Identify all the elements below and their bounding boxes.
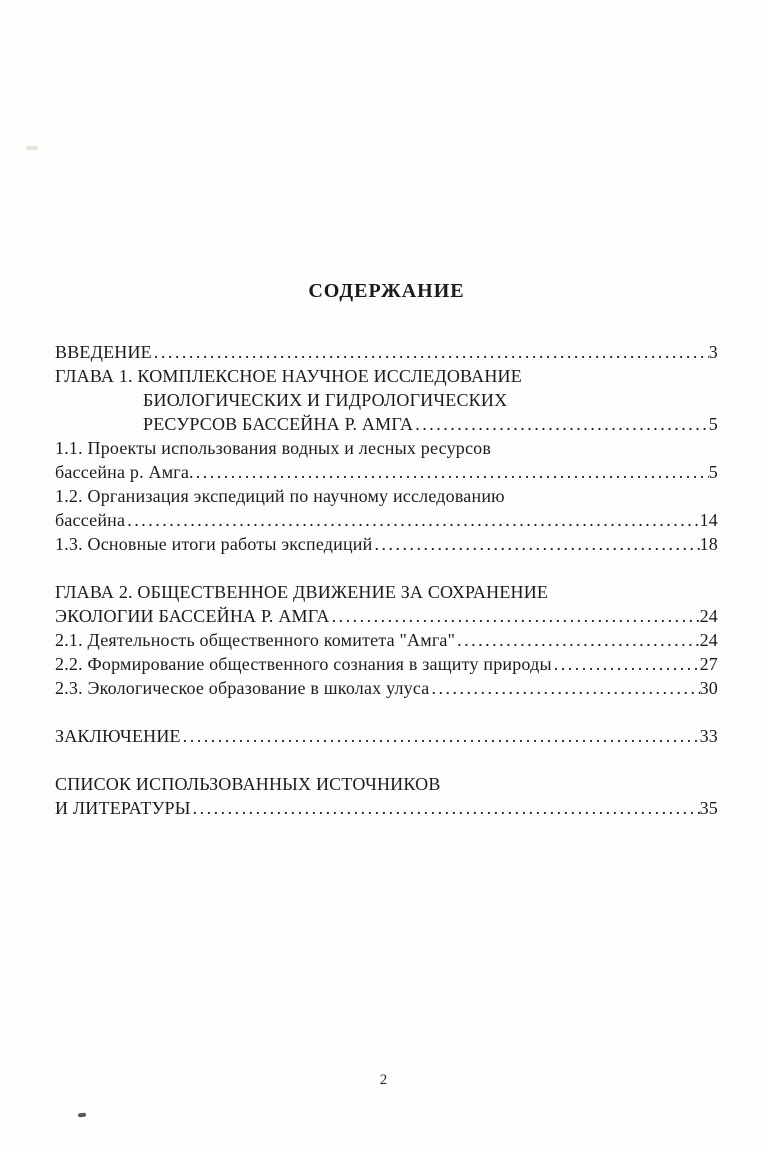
- toc-entry-label: СПИСОК ИСПОЛЬЗОВАННЫХ ИСТОЧНИКОВ: [55, 774, 441, 794]
- toc-page-number: 30: [699, 678, 718, 698]
- toc-page-number: 3: [708, 342, 718, 362]
- scan-artifact: [78, 1113, 86, 1118]
- dot-leader: [193, 796, 700, 820]
- toc-entry-label: И ЛИТЕРАТУРЫ: [55, 798, 191, 818]
- dot-leader: [415, 412, 709, 436]
- toc-entry-label: 2.1. Деятельность общественного комитета "Амга": [55, 630, 456, 650]
- toc-entry-1-1-line1: [55, 436, 718, 460]
- toc-entry-label: 1.2. Организация экспедиций по научному исследованию: [55, 486, 505, 506]
- toc-page-number: 33: [699, 726, 718, 746]
- toc-entry-1-3: [55, 532, 718, 556]
- scan-artifact: [26, 146, 38, 150]
- toc-entry-conclusion: [55, 724, 718, 748]
- toc-entry-2-2: [55, 652, 718, 676]
- page-number-footer: 2: [379, 1072, 388, 1088]
- toc-entry-chapter1-line1: [55, 364, 718, 388]
- toc-entry-label: 2.2. Формирование общественного сознания в защиту природы: [55, 654, 552, 674]
- toc-entry-label: бассейна р. Амга.: [55, 462, 194, 482]
- page-title: СОДЕРЖАНИЕ: [308, 280, 465, 302]
- dot-leader: [431, 676, 699, 700]
- toc-page-number: 27: [699, 654, 718, 674]
- toc-entry-chapter1-line3: [55, 412, 718, 436]
- dot-leader: [183, 724, 700, 748]
- toc-page-number: 35: [699, 798, 718, 818]
- toc-entry-label: ГЛАВА 2. ОБЩЕСТВЕННОЕ ДВИЖЕНИЕ ЗА СОХРАНЕНИЕ: [55, 582, 549, 602]
- toc-entry-chapter2-line2: [55, 604, 718, 628]
- toc-page-number: 24: [699, 630, 718, 650]
- toc-entry-1-2-line2: [55, 508, 718, 532]
- toc-entry-label: БИОЛОГИЧЕСКИХ И ГИДРОЛОГИЧЕСКИХ: [143, 390, 508, 410]
- dot-leader: [332, 604, 700, 628]
- dot-leader: [196, 460, 709, 484]
- dot-leader: [127, 508, 699, 532]
- toc-entry-references-line2: [55, 796, 718, 820]
- toc-entry-label: ЭКОЛОГИИ БАССЕЙНА Р. АМГА: [55, 606, 330, 626]
- toc-entry-1-2-line1: [55, 484, 718, 508]
- toc-entry-1-1-line2: [55, 460, 718, 484]
- toc-entry-label: ВВЕДЕНИЕ: [55, 342, 152, 362]
- toc-entry-label: 1.1. Проекты использования водных и лесных ресурсов: [55, 438, 492, 458]
- toc-entry-label: ГЛАВА 1. КОМПЛЕКСНОЕ НАУЧНОЕ ИССЛЕДОВАНИЕ: [55, 366, 522, 386]
- dot-leader: [457, 628, 699, 652]
- toc-entry-2-3: [55, 676, 718, 700]
- dot-leader: [554, 652, 700, 676]
- toc-entry-chapter1-line2: [55, 388, 718, 412]
- toc-entry-chapter2-line1: [55, 580, 718, 604]
- table-of-contents: [55, 280, 718, 820]
- toc-page-number: 24: [699, 606, 718, 626]
- toc-entry-label: 2.3. Экологическое образование в школах улуса: [55, 678, 430, 698]
- toc-page-number: 5: [708, 414, 718, 434]
- toc-entry-label: бассейна: [55, 510, 126, 530]
- dot-leader: [374, 532, 699, 556]
- dot-leader: [154, 340, 709, 364]
- toc-entry-label: 1.3. Основные итоги работы экспедиций: [55, 534, 373, 554]
- toc-entry-label: РЕСУРСОВ БАССЕЙНА Р. АМГА: [143, 414, 414, 434]
- toc-entry-2-1: [55, 628, 718, 652]
- toc-page-number: 18: [699, 534, 718, 554]
- toc-page-number: 14: [699, 510, 718, 530]
- toc-page-number: 5: [708, 462, 718, 482]
- toc-entry-label: ЗАКЛЮЧЕНИЕ: [55, 726, 181, 746]
- toc-entry-references-line1: [55, 772, 718, 796]
- toc-entry-introduction: [55, 340, 718, 364]
